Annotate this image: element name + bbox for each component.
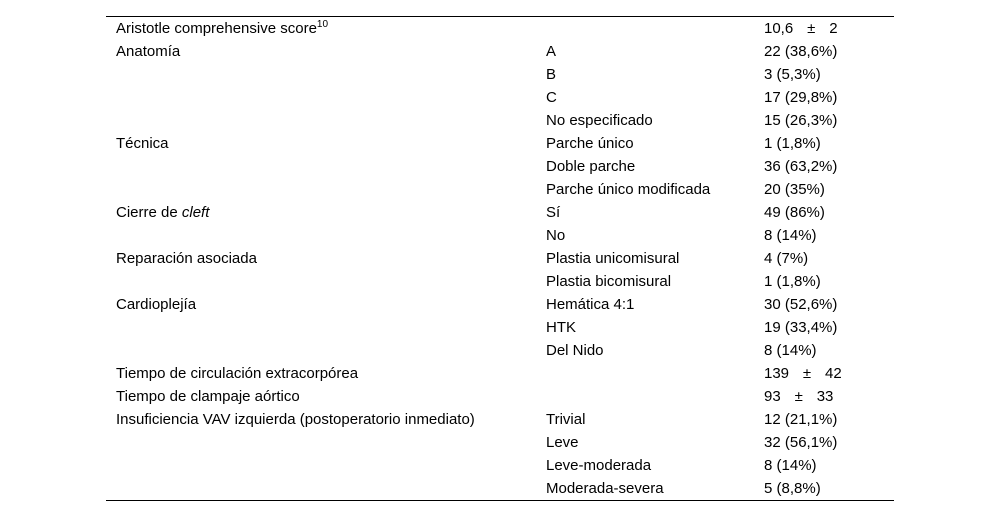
row-value: 5 (8,8%) — [764, 480, 821, 497]
row-subcategory: Plastia bicomisural — [546, 273, 672, 290]
row-value: 32 (56,1%) — [764, 434, 838, 451]
row-value: 22 (38,6%) — [764, 43, 838, 60]
row-subcategory: No — [546, 227, 566, 244]
row-subcategory: Trivial — [546, 411, 586, 428]
row-value: 12 (21,1%) — [764, 411, 838, 428]
table-row — [106, 63, 894, 86]
footnote-ref: 10 — [316, 19, 329, 30]
row-subcategory: Sí — [546, 204, 561, 221]
table-row — [106, 247, 894, 270]
row-value: 8 (14%) — [764, 342, 817, 359]
table-row — [106, 224, 894, 247]
data-table — [106, 16, 894, 501]
row-value: 139 ± 42 — [764, 365, 842, 382]
table-row — [106, 155, 894, 178]
row-value: 20 (35%) — [764, 181, 825, 198]
row-value: 36 (63,2%) — [764, 158, 838, 175]
row-subcategory: HTK — [546, 319, 576, 336]
row-label: Insuficiencia VAV izquierda (postoperatorio inmediato) — [116, 411, 475, 428]
row-value: 30 (52,6%) — [764, 296, 838, 313]
table-row — [106, 132, 894, 155]
row-subcategory: C — [546, 89, 557, 106]
table-row — [106, 408, 894, 431]
table-row — [106, 362, 894, 385]
table-row — [106, 40, 894, 63]
row-label: Reparación asociada — [116, 250, 257, 267]
row-label: Tiempo de clampaje aórtico — [116, 388, 300, 405]
row-value: 17 (29,8%) — [764, 89, 838, 106]
table-row — [106, 293, 894, 316]
row-value: 3 (5,3%) — [764, 66, 821, 83]
row-value: 49 (86%) — [764, 204, 825, 221]
row-value: 19 (33,4%) — [764, 319, 838, 336]
row-value: 8 (14%) — [764, 457, 817, 474]
row-value: 15 (26,3%) — [764, 112, 838, 129]
row-subcategory: Hemática 4:1 — [546, 296, 635, 313]
row-value: 4 (7%) — [764, 250, 809, 267]
row-label: Aristotle comprehensive score$^{10}$ — [116, 19, 329, 37]
row-label: Técnica — [116, 135, 169, 152]
row-value: 1 (1,8%) — [764, 135, 821, 152]
table-row — [106, 270, 894, 293]
row-subcategory: Parche único modificada — [546, 181, 711, 198]
table-row — [106, 316, 894, 339]
table-row — [106, 17, 894, 40]
row-subcategory: Parche único — [546, 135, 634, 152]
table-row — [106, 385, 894, 408]
table-row — [106, 201, 894, 224]
table-row — [106, 454, 894, 477]
row-value: 93 ± 33 — [764, 388, 834, 405]
row-subcategory: Doble parche — [546, 158, 636, 175]
row-value: 10,6 ± 2 — [764, 20, 838, 37]
row-label: Cierre de cleft — [116, 204, 210, 221]
table-row — [106, 109, 894, 132]
row-subcategory: A — [546, 43, 557, 60]
row-subcategory: Leve — [546, 434, 579, 451]
row-label: Anatomía — [116, 43, 181, 60]
row-label: Tiempo de circulación extracorpórea — [116, 365, 359, 382]
row-subcategory: Moderada-severa — [546, 480, 664, 497]
row-subcategory: B — [546, 66, 557, 83]
row-subcategory: Plastia unicomisural — [546, 250, 680, 267]
table-row — [106, 339, 894, 362]
row-subcategory: No especificado — [546, 112, 653, 129]
table-row — [106, 477, 894, 500]
row-label: Cardioplejía — [116, 296, 197, 313]
row-value: 1 (1,8%) — [764, 273, 821, 290]
table-row — [106, 178, 894, 201]
row-value: 8 (14%) — [764, 227, 817, 244]
row-subcategory: Leve-moderada — [546, 457, 652, 474]
table-row — [106, 86, 894, 109]
row-subcategory: Del Nido — [546, 342, 604, 359]
table-row — [106, 431, 894, 454]
